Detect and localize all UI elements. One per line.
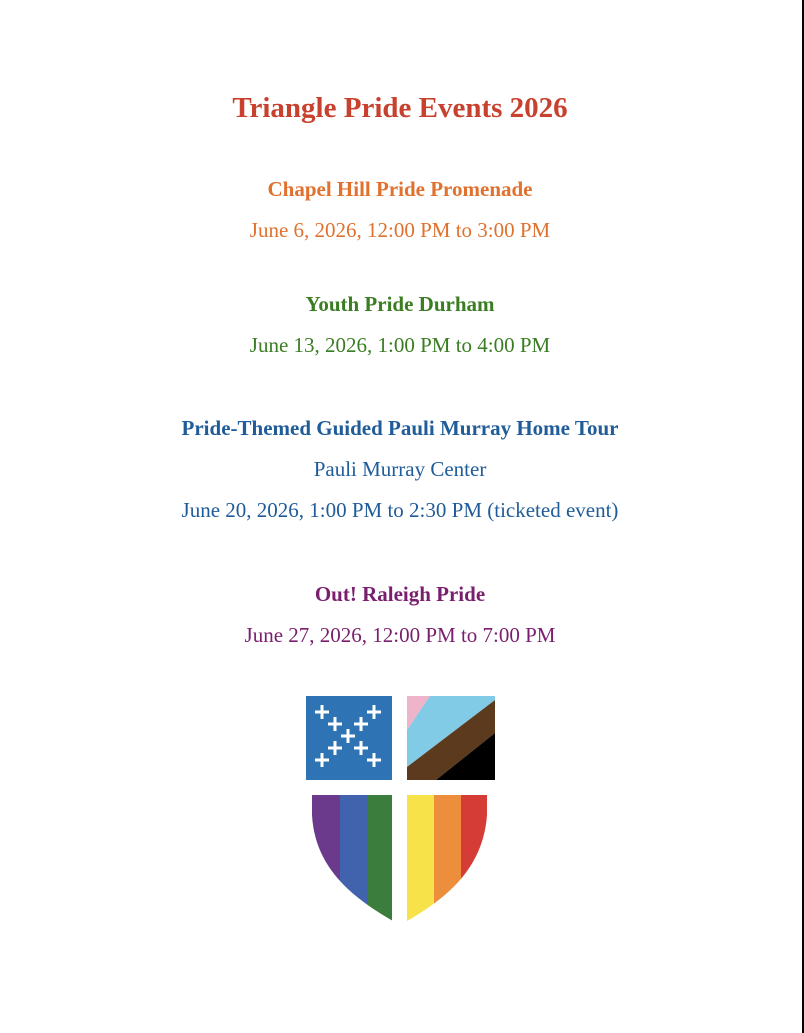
progress-stripes [407,696,495,780]
event-datetime: June 20, 2026, 1:00 PM to 2:30 PM (ticketed event) [181,498,619,522]
event-datetime: June 6, 2026, 12:00 PM to 3:00 PM [249,218,551,242]
event-name: Chapel Hill Pride Promenade [267,177,533,201]
page-title: Triangle Pride Events 2026 [232,92,568,124]
event-name: Pride-Themed Guided Pauli Murray Home Tour [181,416,619,440]
event-name: Out! Raleigh Pride [314,582,486,606]
event-datetime: June 27, 2026, 12:00 PM to 7:00 PM [244,623,556,647]
rainbow-stripes [312,795,487,925]
event-datetime: June 13, 2026, 1:00 PM to 4:00 PM [249,333,551,357]
event-youth-pride-durham [0,284,800,366]
event-location: Pauli Murray Center [313,457,487,481]
event-chapel-hill-pride-promenade [0,169,800,251]
event-out-raleigh-pride [0,574,800,656]
episcopal-pride-shield-icon [305,695,495,925]
event-name: Youth Pride Durham [305,292,495,316]
event-pauli-murray-home-tour [0,408,800,531]
